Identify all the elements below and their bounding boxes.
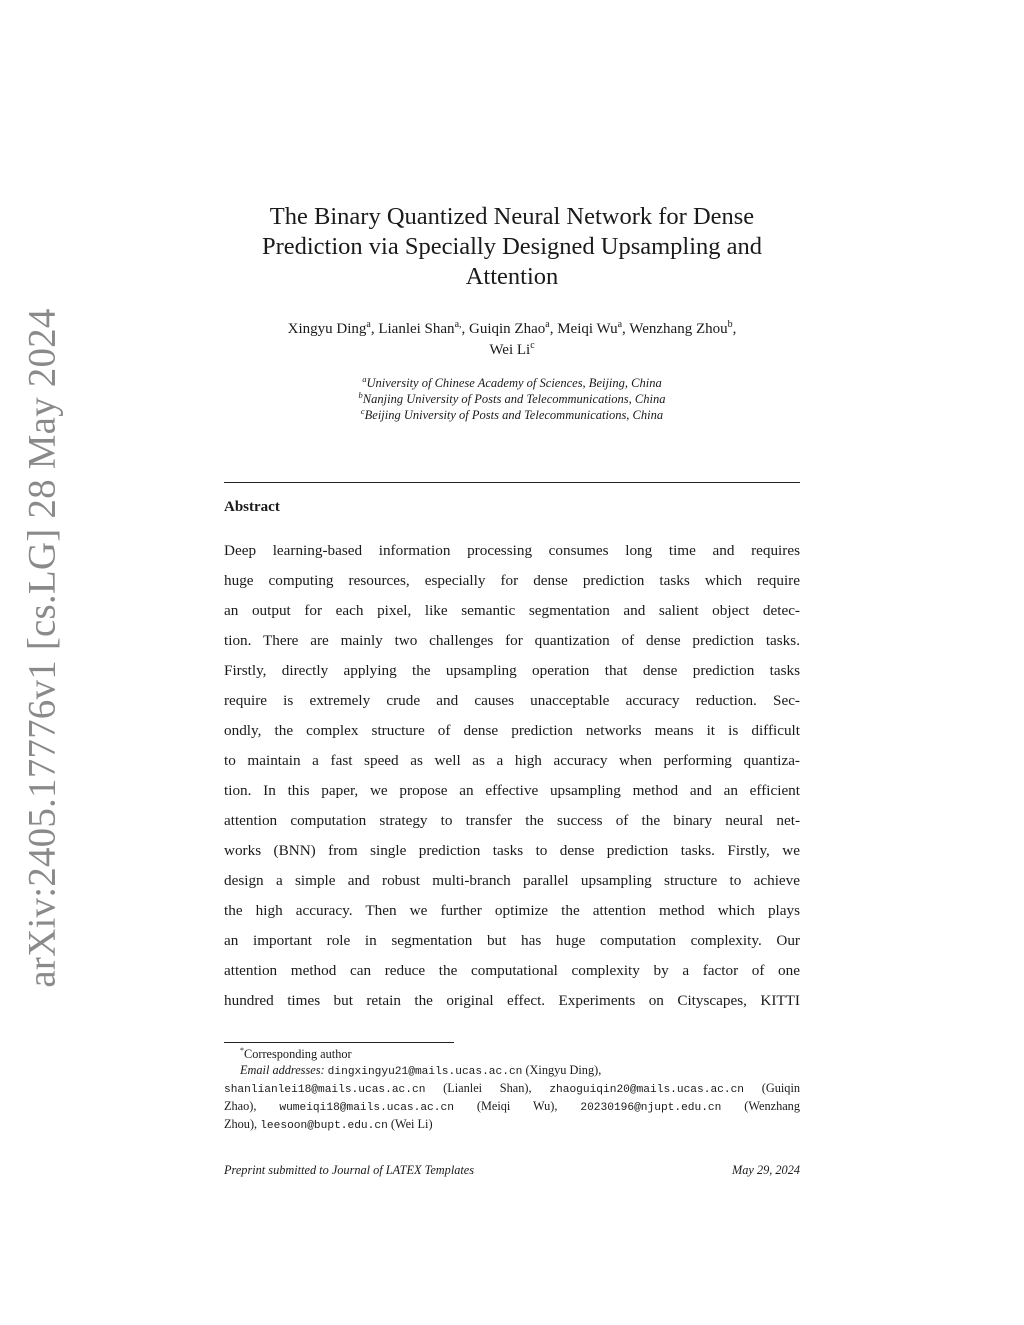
author-name: Wenzhang Zhou <box>629 321 728 337</box>
abstract-heading: Abstract <box>224 499 280 515</box>
email-address: shanlianlei18@mails.ucas.ac.cn <box>224 1084 426 1096</box>
abstract-line: require is extremely crude and causes unacceptable accuracy reduction. Sec- <box>224 692 800 709</box>
corresponding-author-note: *Corresponding author <box>240 1045 352 1061</box>
author-affil-mark: a, <box>454 319 462 330</box>
abstract-line: hundred times but retain the original effect. Experiments on Cityscapes, KITTI <box>224 992 800 1009</box>
abstract-line: an important role in segmentation but has huge computation complexity. Our <box>224 932 800 949</box>
author-list <box>224 319 800 361</box>
email-line: Email addresses: dingxingyu21@mails.ucas.ac.cn (Xingyu Ding), <box>240 1063 602 1078</box>
author-affil-mark: a <box>617 319 623 330</box>
author-name: Guiqin Zhao <box>469 321 546 337</box>
abstract-line: Firstly, directly applying the upsampling operation that dense prediction tasks <box>224 662 800 679</box>
abstract-line: attention method can reduce the computational complexity by a factor of one <box>224 962 800 979</box>
author-affil-mark: c <box>530 340 535 351</box>
arxiv-stamp: arXiv:2405.17776v1 [cs.LG] 28 May 2024 <box>20 308 64 988</box>
affiliation: $^a$University of Chinese Academy of Sciences, Beijing, China <box>362 373 662 390</box>
abstract-line: works (BNN) from single prediction tasks to dense prediction tasks. Firstly, we <box>224 842 800 859</box>
abstract-line: tion. In this paper, we propose an effective upsampling method and an efficient <box>224 782 800 799</box>
abstract-line: Deep learning-based information processing consumes long time and requires <box>224 542 800 559</box>
author-name: Meiqi Wu <box>557 321 618 337</box>
abstract-line: attention computation strategy to transfer the success of the binary neural net- <box>224 812 800 829</box>
abstract-line: the high accuracy. Then we further optimize the attention method which plays <box>224 902 800 919</box>
author-affil-mark: b <box>727 319 733 330</box>
email-address: 20230196@njupt.edu.cn <box>580 1102 722 1114</box>
preprint-date: May 29, 2024 <box>732 1163 800 1177</box>
abstract-line: to maintain a fast speed as well as a high accuracy when performing quantiza- <box>224 752 800 769</box>
abstract-line: design a simple and robust multi-branch parallel upsampling structure to achieve <box>224 872 800 889</box>
footnotes <box>224 1046 800 1134</box>
author-affil-mark: a <box>545 319 550 330</box>
title-line: Attention <box>465 263 559 290</box>
author-line: Xingyu Ding$^a$, Lianlei Shan$^{a,}$, Guiqin Zhao$^a$, Meiqi Wu$^a$, Wenzhang Zhou$^b$, <box>287 319 737 337</box>
title-line: Prediction via Specially Designed Upsampling and <box>261 233 763 260</box>
email-label: Email addresses: <box>240 1063 325 1077</box>
author-name: Wei Li <box>489 342 531 358</box>
paper-title <box>224 202 800 292</box>
email-line: Zhou), leesoon@bupt.edu.cn (Wei Li) <box>224 1117 433 1132</box>
email-line: shanlianlei18@mails.ucas.ac.cn (Lianlei Shan), zhaoguiqin20@mails.ucas.ac.cn (Guiqin <box>224 1081 801 1096</box>
email-line: Zhao), wumeiqi18@mails.ucas.ac.cn (Meiqi Wu), 20230196@njupt.edu.cn (Wenzhang <box>224 1099 800 1114</box>
abstract-line: an output for each pixel, like semantic segmentation and salient object detec- <box>224 602 800 619</box>
author-line <box>224 340 800 361</box>
email-address: leesoon@bupt.edu.cn <box>260 1120 388 1132</box>
affiliation-list <box>224 375 800 423</box>
preprint-note: Preprint submitted to Journal of LATEX Templates <box>224 1163 475 1177</box>
footnote-rule <box>224 1042 454 1043</box>
abstract-line: tion. There are mainly two challenges for quantization of dense prediction tasks. <box>224 632 800 649</box>
abstract-line: huge computing resources, especially for dense prediction tasks which require <box>224 572 800 589</box>
email-address: wumeiqi18@mails.ucas.ac.cn <box>279 1102 454 1114</box>
email-address: dingxingyu21@mails.ucas.ac.cn <box>327 1066 523 1078</box>
email-address: zhaoguiqin20@mails.ucas.ac.cn <box>549 1084 745 1096</box>
affiliation: $^b$Nanjing University of Posts and Telecommunications, China <box>358 389 666 406</box>
affiliation: $^c$Beijing University of Posts and Telecommunications, China <box>360 405 664 422</box>
author-affil-mark: a <box>366 319 371 330</box>
abstract-line: ondly, the complex structure of dense prediction networks means it is difficult <box>224 722 800 739</box>
author-name: Xingyu Ding <box>287 321 367 337</box>
author-name: Lianlei Shan <box>378 321 455 337</box>
abstract-body <box>224 536 800 1016</box>
title-line: The Binary Quantized Neural Network for Dense <box>269 203 755 230</box>
abstract-top-rule <box>224 482 800 483</box>
